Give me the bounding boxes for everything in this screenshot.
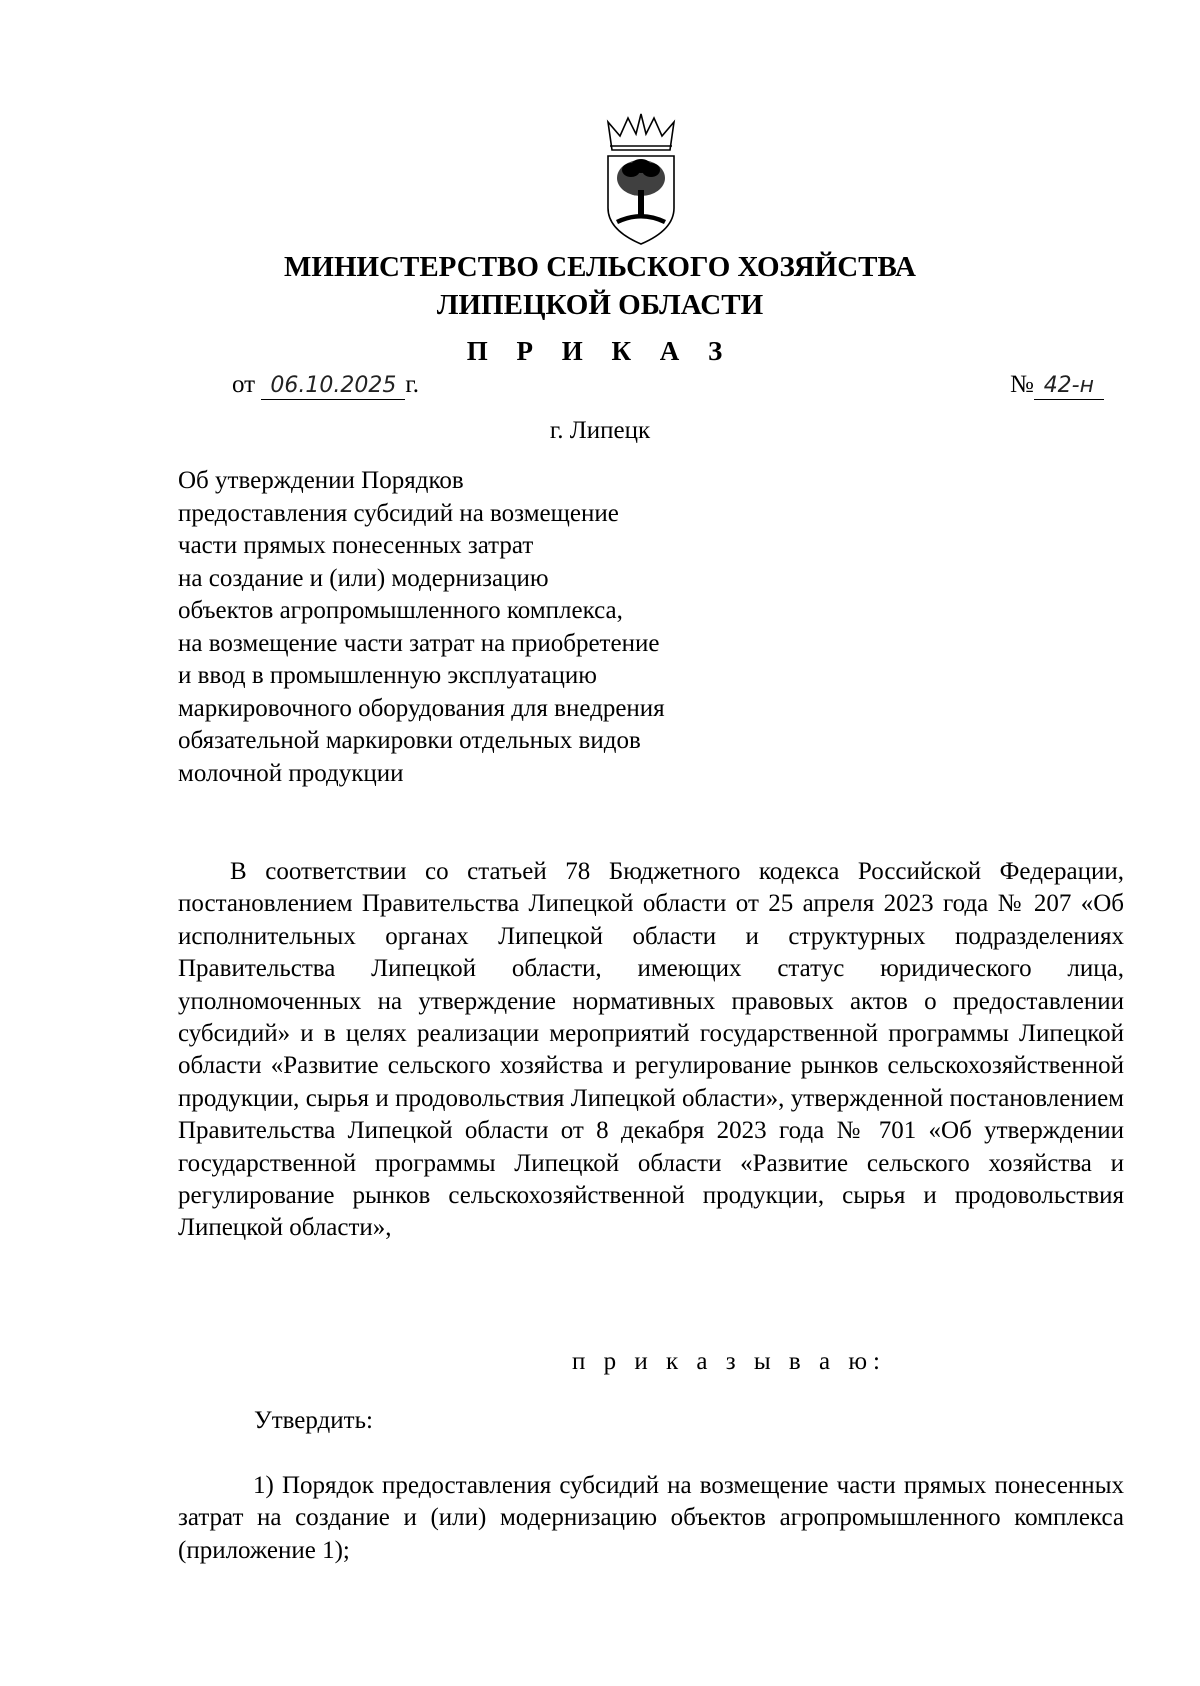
subject-line: предоставления субсидий на возмещение: [178, 499, 619, 527]
document-type-title: П Р И К А З: [466, 336, 734, 366]
handwritten-date: 06.10.2025: [261, 373, 405, 400]
ministry-name: [0, 248, 1200, 324]
ministry-line-1: МИНИСТЕРСТВО СЕЛЬСКОГО ХОЗЯЙСТВА: [284, 251, 916, 283]
order-date-line: [232, 368, 419, 402]
approve-heading: Утвердить:: [254, 1407, 373, 1434]
subject-line: объектов агропромышленного комплекса,: [178, 597, 623, 624]
order-number-line: [1010, 368, 1104, 402]
subject-line: на возмещение части затрат на приобретение: [178, 629, 660, 657]
coat-of-arms-icon: [598, 112, 684, 252]
subject-line: и ввод в промышленную эксплуатацию: [178, 662, 597, 689]
handwritten-number: 42-н: [1034, 373, 1104, 400]
date-suffix: г.: [405, 371, 420, 398]
preamble-paragraph: В соответствии со статьей 78 Бюджетного кодекса Российской Федерации, постановлением Правительства Липецкой области от 25 апреля 2023 года № 207 «Об исполнительных органах Липецкой области и структурных подразделениях Правительства Липецкой области, имеющих статус юридического лица, уполномоченных на утверждение нормативных правовых актов о предоставлении субсидий» и в целях реализации мероприятий государственной программы Липецкой области «Развитие сельского хозяйства и регулирование рынков сельскохозяйственной продукции, сырья и продовольствия Липецкой области», утвержденной постановлением Правительства Липецкой области от 8 декабря 2023 года № 701 «Об утверждении государственной программы Липецкой области «Развитие сельского хозяйства и регулирование рынков сельскохозяйственной продукции, сырья и продовольствия Липецкой области»,: [178, 858, 1124, 1242]
subject-line: части прямых понесенных затрат: [178, 532, 534, 559]
order-subject: [178, 465, 665, 790]
ministry-line-2: ЛИПЕЦКОЙ ОБЛАСТИ: [436, 289, 764, 321]
subject-line: Об утверждении Порядков: [178, 467, 464, 494]
order-verb: п р и к а з ы в а ю:: [572, 1348, 886, 1375]
subject-line: молочной продукции: [178, 759, 404, 787]
date-prefix: от: [232, 371, 256, 398]
subject-line: на создание и (или) модернизацию: [178, 564, 549, 592]
approved-item-1: 1) Порядок предоставления субсидий на возмещение части прямых понесенных затрат на создание и (или) модернизацию объектов агропромышленного комплекса (приложение 1);: [178, 1472, 1124, 1564]
subject-line: маркировочного оборудования для внедрения: [178, 694, 665, 722]
city-line: г. Липецк: [549, 417, 651, 444]
number-prefix: №: [1010, 371, 1034, 398]
subject-line: обязательной маркировки отдельных видов: [178, 727, 641, 754]
